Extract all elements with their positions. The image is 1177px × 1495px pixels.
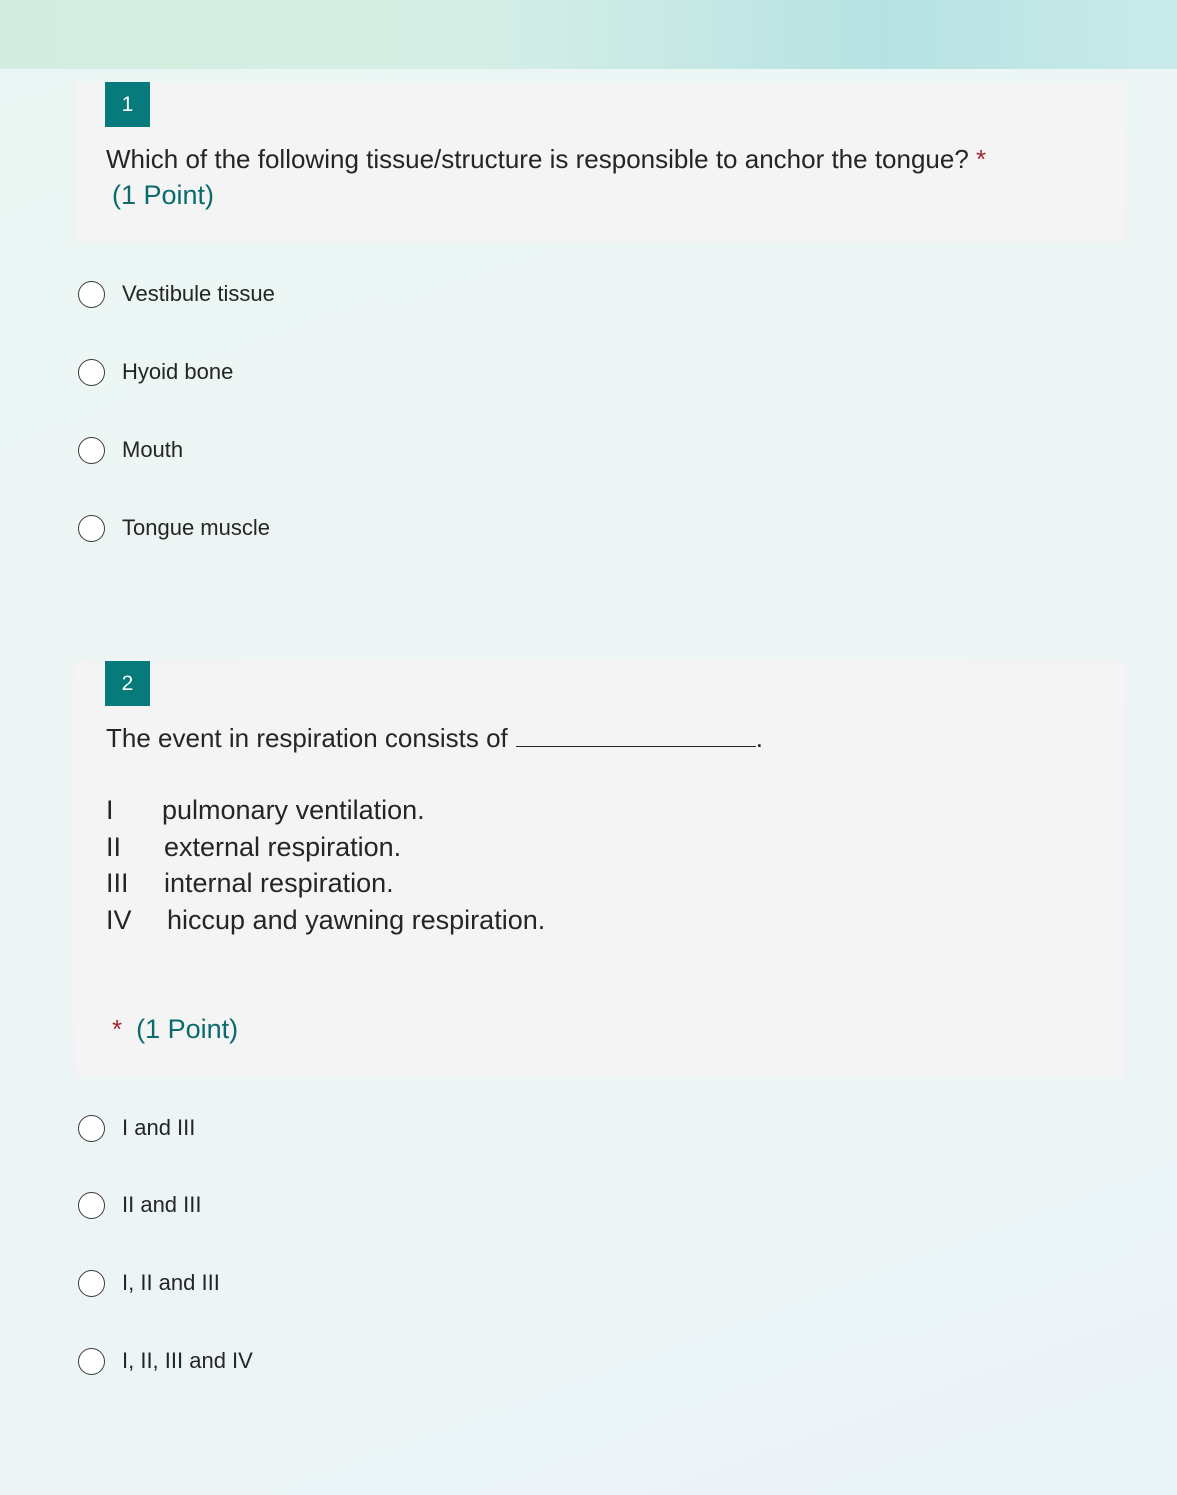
question-text: The event in respiration consists of bbox=[106, 723, 508, 753]
option-hyoid-bone[interactable] bbox=[78, 356, 233, 388]
option-label: I and III bbox=[122, 1115, 196, 1140]
option-label: Mouth bbox=[122, 437, 184, 462]
question-title bbox=[106, 141, 986, 177]
points-line bbox=[112, 177, 214, 218]
option-label: Tongue muscle bbox=[122, 515, 270, 540]
header-banner bbox=[0, 0, 1177, 69]
statement-item bbox=[106, 792, 425, 828]
statement-text: pulmonary ventilation. bbox=[162, 795, 425, 825]
radio-button[interactable] bbox=[78, 1348, 105, 1375]
statement-numeral: II bbox=[106, 832, 122, 862]
statement-numeral: III bbox=[106, 868, 129, 898]
statement-text: internal respiration. bbox=[164, 868, 394, 898]
option-label: I, II, III and IV bbox=[122, 1348, 253, 1373]
statement-numeral: IV bbox=[106, 905, 132, 935]
question-number-badge: 2 bbox=[105, 661, 150, 706]
question-title bbox=[106, 720, 763, 756]
option-label: Vestibule tissue bbox=[122, 281, 275, 306]
statement-text: hiccup and yawning respiration. bbox=[167, 905, 546, 935]
required-asterisk: * bbox=[976, 144, 987, 174]
option-tongue-muscle[interactable] bbox=[78, 512, 270, 544]
statement-item bbox=[106, 902, 545, 938]
option-i-ii-iii-and-iv[interactable] bbox=[78, 1345, 253, 1377]
points-line bbox=[112, 1011, 238, 1052]
question-card-2 bbox=[75, 661, 1125, 1078]
question-points: (1 Point) bbox=[136, 1014, 239, 1044]
option-label: I, II and III bbox=[122, 1270, 220, 1295]
option-label: Hyoid bone bbox=[122, 359, 234, 384]
option-label: II and III bbox=[122, 1192, 202, 1217]
option-vestibule-tissue[interactable] bbox=[78, 278, 275, 310]
radio-button[interactable] bbox=[78, 359, 105, 386]
radio-button[interactable] bbox=[78, 1192, 105, 1219]
fill-in-blank-line bbox=[516, 726, 756, 747]
option-ii-and-iii[interactable] bbox=[78, 1189, 202, 1221]
radio-button[interactable] bbox=[78, 437, 105, 464]
statement-text: external respiration. bbox=[164, 832, 402, 862]
radio-button[interactable] bbox=[78, 281, 105, 308]
option-i-ii-and-iii[interactable] bbox=[78, 1267, 220, 1299]
statement-item bbox=[106, 865, 394, 901]
radio-button[interactable] bbox=[78, 1115, 105, 1142]
question-points: (1 Point) bbox=[112, 180, 215, 210]
statement-item bbox=[106, 829, 401, 865]
option-mouth[interactable] bbox=[78, 434, 183, 466]
blank-suffix: . bbox=[755, 723, 763, 753]
statement-numeral: I bbox=[106, 795, 114, 825]
option-i-and-iii[interactable] bbox=[78, 1112, 195, 1144]
question-card-1 bbox=[75, 82, 1125, 242]
question-number-badge: 1 bbox=[105, 82, 150, 127]
radio-button[interactable] bbox=[78, 515, 105, 542]
radio-button[interactable] bbox=[78, 1270, 105, 1297]
question-text: Which of the following tissue/structure is responsible to anchor the tongue? bbox=[106, 144, 969, 174]
required-asterisk: * bbox=[112, 1014, 123, 1044]
